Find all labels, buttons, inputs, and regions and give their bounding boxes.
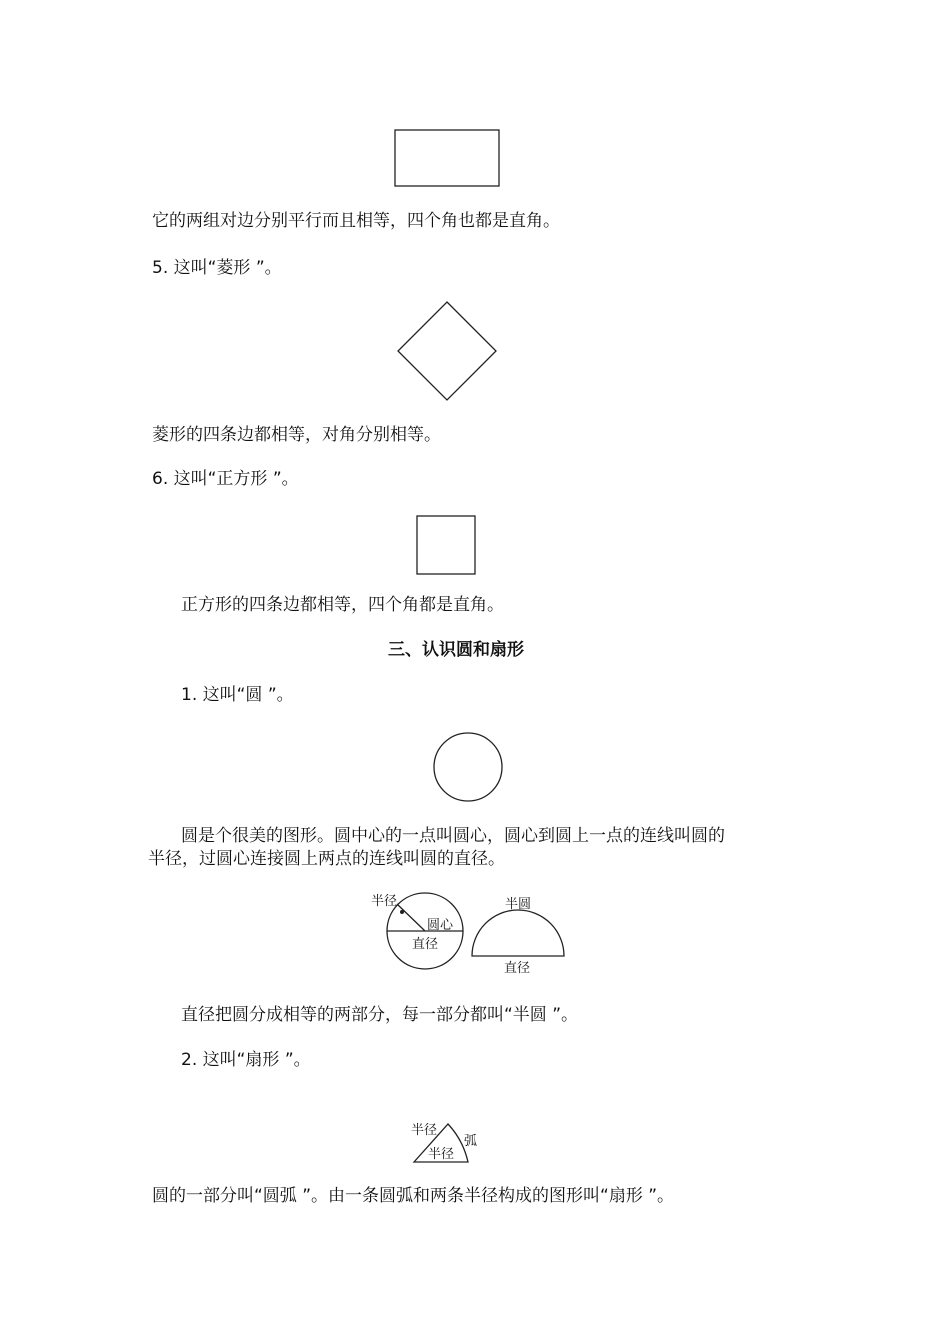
center-label: 圆心 xyxy=(427,918,454,933)
sector-description: 圆的一部分叫“圆弧 ”。由一条圆弧和两条半径构成的图形叫“扇形 ”。 xyxy=(152,1186,675,1206)
sector-title: 2. 这叫“扇形 ”。 xyxy=(181,1050,311,1070)
sector-diagram xyxy=(408,1118,488,1166)
diameter-label: 直径 xyxy=(412,937,439,952)
rhombus-title: 5. 这叫“菱形 ”。 xyxy=(152,258,282,278)
sector-radius-label-top: 半径 xyxy=(411,1123,438,1138)
square-figure xyxy=(416,515,476,575)
circle-description-line1: 圆是个很美的图形。圆中心的一点叫圆心，圆心到圆上一点的连线叫圆的 xyxy=(181,826,725,846)
rhombus-description: 菱形的四条边都相等，对角分别相等。 xyxy=(152,425,441,445)
circle-parts-diagram xyxy=(365,888,570,980)
square-title: 6. 这叫“正方形 ”。 xyxy=(152,469,299,489)
square-description: 正方形的四条边都相等，四个角都是直角。 xyxy=(181,595,504,615)
rectangle-figure xyxy=(394,129,500,187)
circle-figure xyxy=(432,731,504,803)
radius-label: 半径 xyxy=(371,894,398,909)
semicircle-shape xyxy=(472,910,564,956)
semicircle-label: 半圆 xyxy=(505,897,532,912)
sector-arc-label: 弧 xyxy=(464,1134,478,1149)
radius-line xyxy=(397,904,425,931)
section-heading: 三、认识圆和扇形 xyxy=(388,640,524,660)
circle-description-line2: 半径，过圆心连接圆上两点的连线叫圆的直径。 xyxy=(148,849,505,869)
circle-title: 1. 这叫“圆 ”。 xyxy=(181,685,294,705)
rectangle-description: 它的两组对边分别平行而且相等，四个角也都是直角。 xyxy=(152,211,560,231)
radius-marker xyxy=(400,910,404,914)
sector-radius-label-bottom: 半径 xyxy=(428,1147,455,1162)
semicircle-diameter-label: 直径 xyxy=(504,961,531,976)
rhombus-figure xyxy=(396,300,498,402)
semicircle-description: 直径把圆分成相等的两部分，每一部分都叫“半圆 ”。 xyxy=(181,1005,579,1025)
